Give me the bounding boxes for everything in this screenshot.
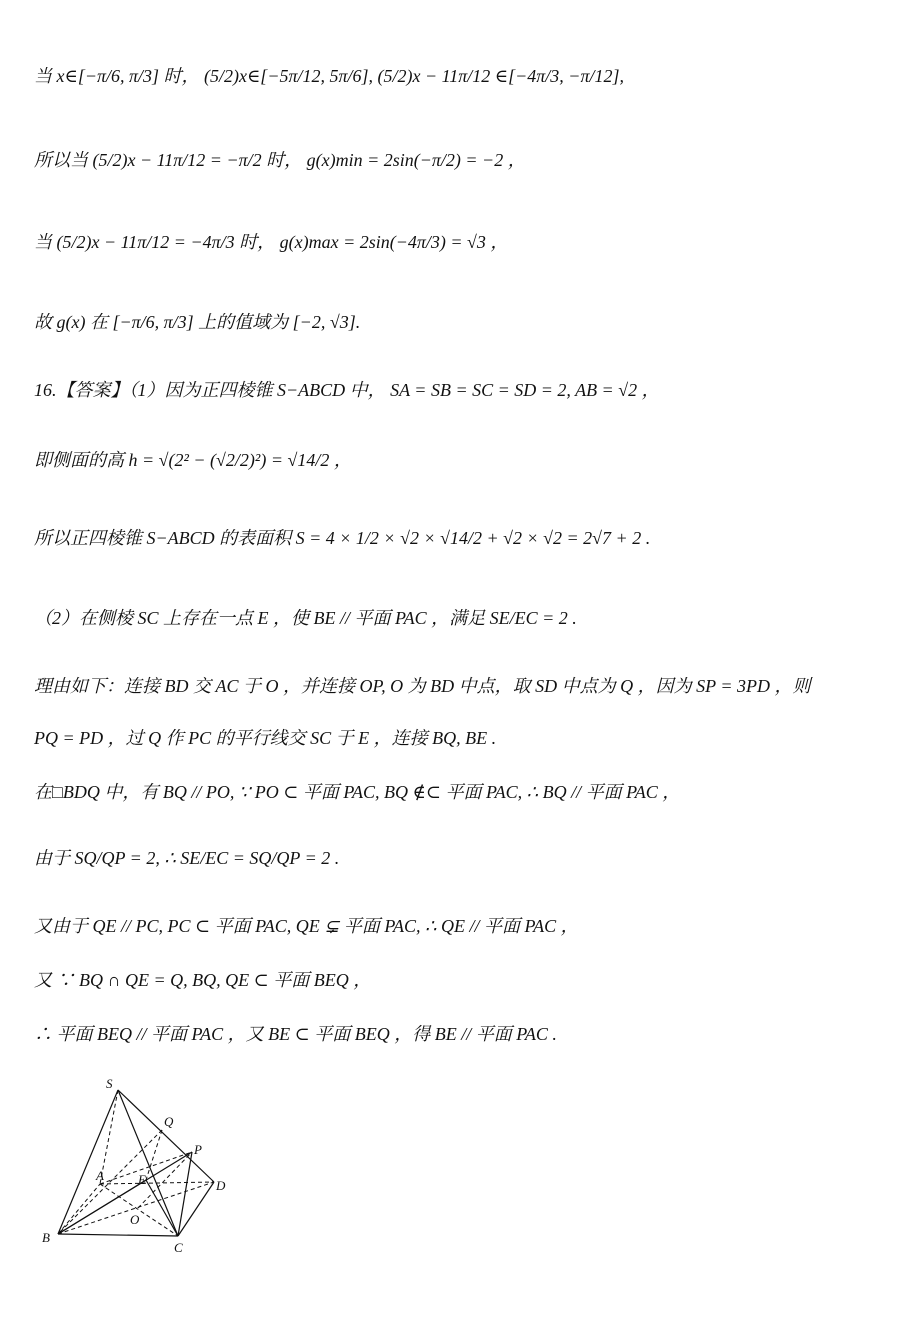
line-11: 在□BDQ 中，有 BQ // PO, ∵ PO ⊂ 平面 PAC, BQ ∉⊂ 平面 PAC, ∴ BQ // 平面 PAC ， (34, 782, 681, 802)
label-b: B (42, 1230, 50, 1245)
line-9: 理由如下：连接 BD 交 AC 于 O ，并连接 OP, O 为 BD 中点，取 SD 中点为 Q ，因为 SP = 3PD ，则 (34, 676, 811, 696)
label-o: O (130, 1212, 140, 1227)
label-c: C (174, 1240, 183, 1255)
line-8: （2）在侧棱 SC 上存在一点 E ，使 BE // 平面 PAC ，满足 SE/EC = 2 . (34, 608, 577, 628)
line-4: 故 g(x) 在 [−π/6, π/3] 上的值域为 [−2, √3]. (34, 312, 361, 332)
label-d: D (216, 1178, 226, 1193)
label-s: S (106, 1076, 113, 1091)
pyramid-figure (30, 1072, 250, 1262)
line-10: PQ = PD ，过 Q 作 PC 的平行线交 SC 于 E ，连接 BQ, BE . (34, 728, 497, 748)
line-1: 当 x∈[−π/6, π/3] 时， (5/2)x∈[−5π/12, 5π/6], (5/2)x − 11π/12 ∈[−4π/3, −π/12], (34, 66, 624, 86)
line-5: 16.【答案】（1）因为正四棱锥 S−ABCD 中， SA = SB = SC = SD = 2, AB = √2 ， (34, 380, 660, 400)
line-13: 又由于 QE // PC, PC ⊂ 平面 PAC, QE ⊊ 平面 PAC, ∴ QE // 平面 PAC ， (34, 916, 579, 936)
label-e: E (138, 1172, 146, 1187)
line-6: 即侧面的高 h = √(2² − (√2/2)²) = √14/2 ， (34, 450, 352, 470)
line-15: ∴ 平面 BEQ // 平面 PAC ，又 BE ⊂ 平面 BEQ ，得 BE // 平面 PAC . (34, 1024, 557, 1044)
line-7: 所以正四棱锥 S−ABCD 的表面积 S = 4 × 1/2 × √2 × √14/2 + √2 × √2 = 2√7 + 2 . (34, 528, 651, 548)
label-p: P (194, 1142, 202, 1157)
label-a: A (96, 1168, 104, 1183)
line-3: 当 (5/2)x − 11π/12 = −4π/3 时， g(x)max = 2sin(−4π/3) = √3 ， (34, 232, 509, 252)
line-14: 又 ∵ BQ ∩ QE = Q, BQ, QE ⊂ 平面 BEQ ， (34, 970, 372, 990)
line-12: 由于 SQ/QP = 2, ∴ SE/EC = SQ/QP = 2 . (34, 848, 340, 868)
label-q: Q (164, 1114, 174, 1129)
line-2: 所以当 (5/2)x − 11π/12 = −π/2 时， g(x)min = 2sin(−π/2) = −2 ， (34, 150, 526, 170)
